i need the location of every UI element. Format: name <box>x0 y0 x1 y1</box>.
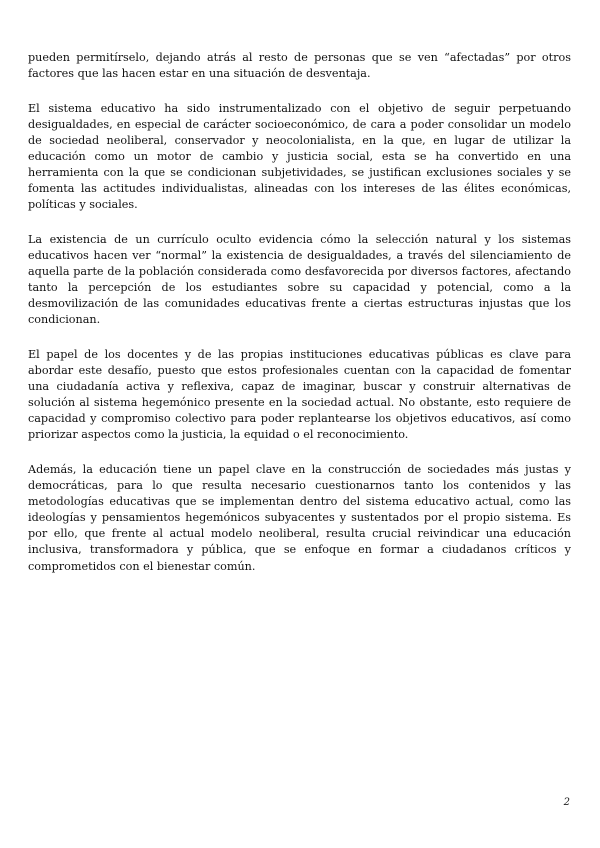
paragraph-2: El sistema educativo ha sido instrumentalizado con el objetivo de seguir perpetuando desigualdades, en especial de carácter socioeconómico, de cara a poder consolidar un modelo de sociedad neoliberal, conservador y neocolonialista, en la que, en lugar de utilizar la educación como un motor de cambio y justicia social, esta se ha convertido en una herramienta con la que se condicionan subjetividades, se justifican exclusiones sociales y se fomenta las actitudes individualistas, alineadas con los intereses de las élites económicas, políticas y sociales. <box>28 101 571 212</box>
page-number: 2 <box>563 797 570 808</box>
document-page <box>28 50 571 593</box>
paragraph-5: Además, la educación tiene un papel clave en la construcción de sociedades más justas y democráticas, para lo que resulta necesario cuestionarnos tanto los contenidos y las metodologías educativas que se implementan dentro del sistema educativo actual, como las ideologías y pensamientos hegemónicos subyacentes y sustentados por el propio sistema. Es por ello, que frente al actual modelo neoliberal, resulta crucial reivindicar una educación inclusiva, transformadora y pública, que se enfoque en formar a ciudadanos críticos y comprometidos con el bienestar común. <box>28 462 571 573</box>
paragraph-4: El papel de los docentes y de las propias instituciones educativas públicas es clave para abordar este desafío, puesto que estos profesionales cuentan con la capacidad de fomentar una ciudadanía activa y reflexiva, capaz de imaginar, buscar y construir alternativas de solución al sistema hegemónico presente en la sociedad actual. No obstante, esto requiere de capacidad y compromiso colectivo para poder replantearse los objetivos educativos, así como priorizar aspectos como la justicia, la equidad o el reconocimiento. <box>28 347 571 442</box>
paragraph-3: La existencia de un currículo oculto evidencia cómo la selección natural y los sistemas educativos hacen ver “normal” la existencia de desigualdades, a través del silenciamiento de aquella parte de la población considerada como desfavorecida por diversos factores, afectando tanto la percepción de los estudiantes sobre su capacidad y potencial, como a la desmovilización de las comunidades educativas frente a ciertas estructuras injustas que los condicionan. <box>28 232 571 327</box>
paragraph-1: pueden permitírselo, dejando atrás al resto de personas que se ven “afectadas” por otros factores que las hacen estar en una situación de desventaja. <box>28 51 571 81</box>
